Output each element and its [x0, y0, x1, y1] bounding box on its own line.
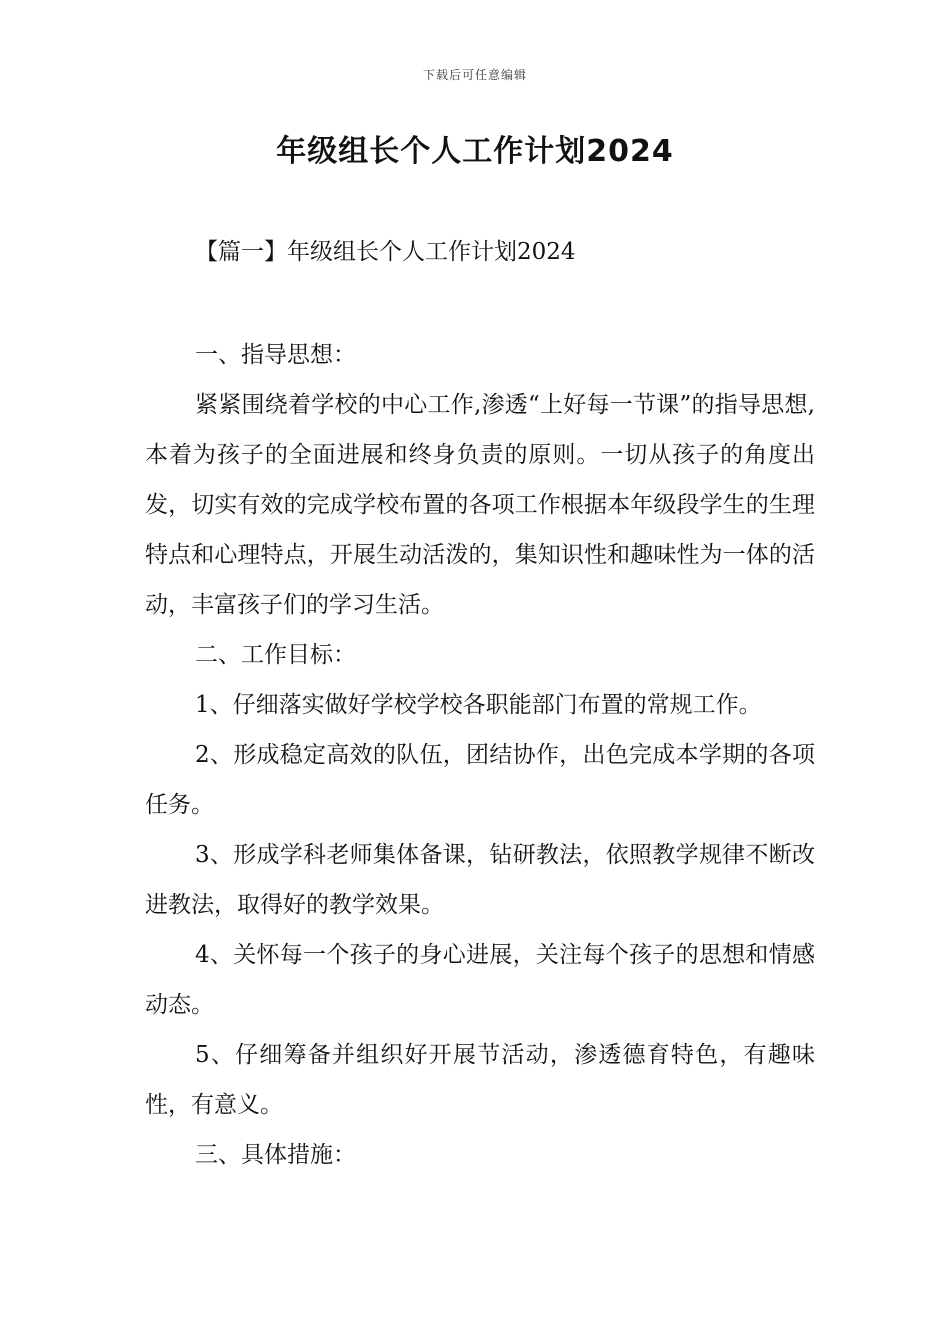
document-title: 年级组长个人工作计划2024 — [276, 134, 674, 169]
section-heading-measures: 三、具体措施： — [195, 1142, 356, 1168]
document-body — [145, 330, 815, 1180]
section-heading-work-goals: 二、工作目标： — [195, 642, 356, 668]
goal-item-1: 1、仔细落实做好学校学校各职能部门布置的常规工作。 — [195, 692, 762, 718]
paragraph-guiding-thought: 紧紧围绕着学校的中心工作,渗透“上好每一节课”的指导思想,本着为孩子的全面进展和终身负责的原则。一切从孩子的角度出发，切实有效的完成学校布置的各项工作根据本年级段学生的生理特点和心理特点，开展生动活泼的，集知识性和趣味性为一体的活动，丰富孩子们的学习生活。 — [145, 392, 815, 618]
goal-item-4: 4、关怀每一个孩子的身心进展，关注每个孩子的思想和情感动态。 — [145, 942, 815, 1018]
section-heading-guiding-thought: 一、指导思想： — [195, 342, 356, 368]
goal-item-5: 5、仔细筹备并组织好开展节活动，渗透德育特色，有趣味性，有意义。 — [145, 1042, 815, 1118]
section-subtitle: 【篇一】年级组长个人工作计划2024 — [195, 239, 576, 265]
goal-item-3: 3、形成学科老师集体备课，钻研教法，依照教学规律不断改进教法，取得好的教学效果。 — [145, 842, 815, 918]
goal-item-2: 2、形成稳定高效的队伍，团结协作，出色完成本学期的各项任务。 — [145, 742, 815, 818]
header-note: 下载后可任意编辑 — [422, 68, 527, 82]
